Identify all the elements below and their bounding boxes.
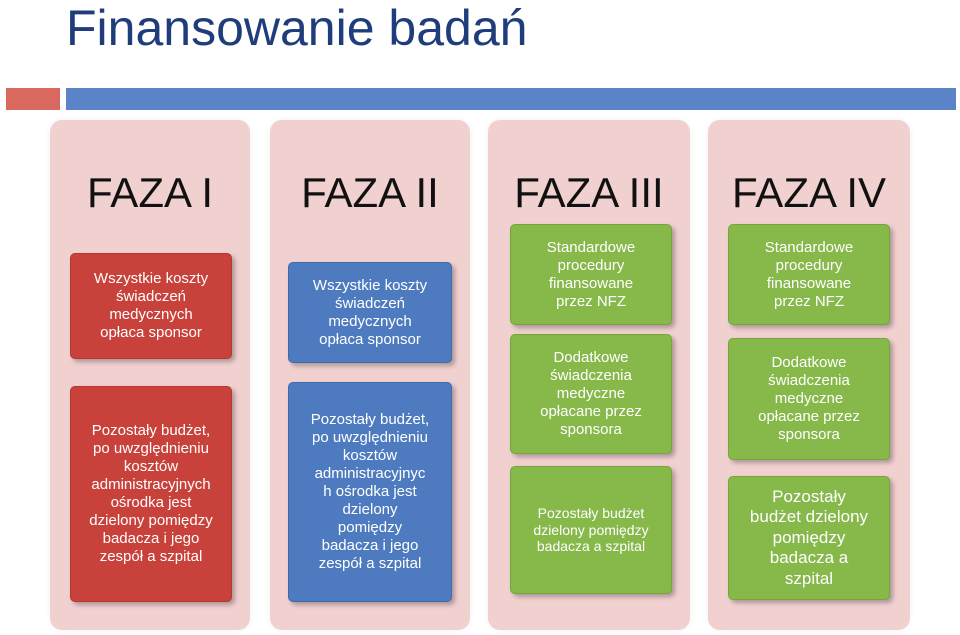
phase-heading: FAZA I <box>86 169 214 216</box>
phase-heading: FAZA IV <box>731 169 887 216</box>
accent-bar-blue <box>66 88 956 110</box>
phase-box: Standardowe procedury finansowane przez NFZ <box>728 224 890 325</box>
phase-box: Dodatkowe świadczenia medyczne opłacane przez sponsora <box>728 338 890 460</box>
phase-column-4 <box>708 120 910 630</box>
phase-column-2 <box>270 120 470 630</box>
phase-box: Pozostały budżet, po uwzględnieniu kosztów administracyjnych ośrodka jest dzielony pomiędzy badacza i jego zespół a szpital <box>70 386 232 602</box>
phase-box: Pozostały budżet, po uwzględnieniu kosztów administracyjnyc h ośrodka jest dzielony pomiędzy badacza i jego zespół a szpital <box>288 382 452 602</box>
phase-column-3 <box>488 120 690 630</box>
phase-box: Pozostały budżet dzielony pomiędzy badacza a szpital <box>728 476 890 600</box>
page-title: Finansowanie badań <box>66 0 528 56</box>
phase-box: Standardowe procedury finansowane przez NFZ <box>510 224 672 325</box>
phase-heading: FAZA III <box>514 169 664 216</box>
phase-box: Wszystkie koszty świadczeń medycznych opłaca sponsor <box>288 262 452 363</box>
phase-box: Dodatkowe świadczenia medyczne opłacane przez sponsora <box>510 334 672 454</box>
phase-box: Pozostały budżet dzielony pomiędzy badacza a szpital <box>510 466 672 594</box>
phase-column-1 <box>50 120 250 630</box>
phase-heading: FAZA II <box>301 169 439 216</box>
accent-bar-red <box>6 88 60 110</box>
phase-box: Wszystkie koszty świadczeń medycznych opłaca sponsor <box>70 253 232 359</box>
